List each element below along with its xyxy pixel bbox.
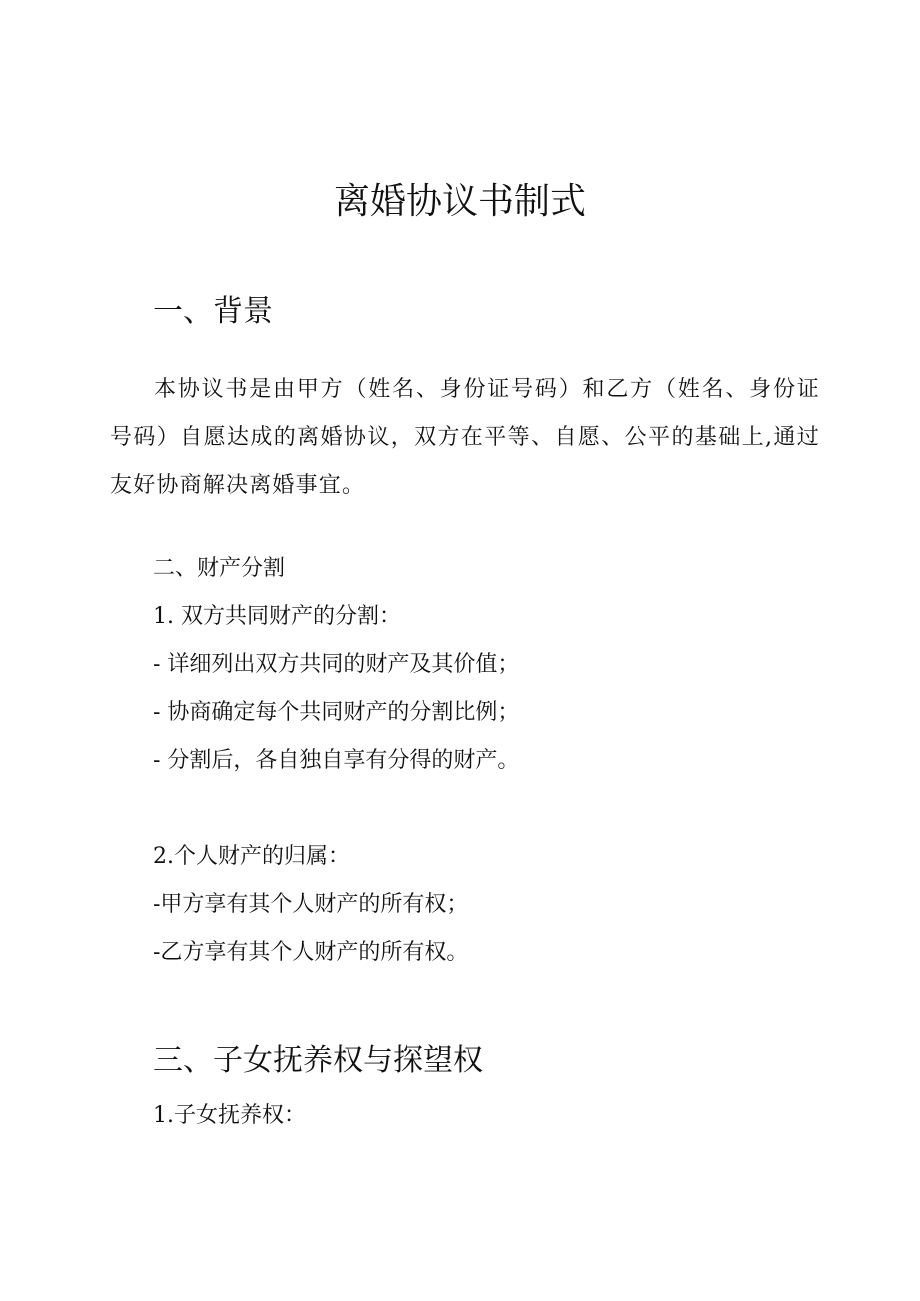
- section-1-heading: 一、背景: [153, 294, 273, 329]
- list-item: -乙方享有其个人财产的所有权。: [153, 940, 469, 965]
- section-3-heading: 三、子女抚养权与探望权: [153, 1043, 483, 1078]
- list-item: - 详细列出双方共同的财产及其价值；: [153, 652, 520, 677]
- list-item: -甲方享有其个人财产的所有权；: [153, 892, 469, 917]
- section-2-sub-1-heading: 1. 双方共同财产的分割：: [153, 604, 401, 629]
- document-title: 离婚协议书制式: [333, 181, 586, 222]
- section-2-heading: 二、财产分割: [153, 556, 286, 581]
- list-item: - 协商确定每个共同财产的分割比例；: [153, 700, 520, 725]
- section-3-sub-1-heading: 1.子女抚养权：: [153, 1103, 306, 1128]
- section-1-paragraph: 本协议书是由甲方（姓名、身份证号码）和乙方（姓名、身份证号码）自愿达成的离婚协议，双方在平等、自愿、公平的基础上,通过友好协商解决离婚事宜。: [110, 377, 820, 498]
- list-item: - 分割后，各自独自享有分得的财产。: [153, 748, 520, 773]
- section-2-sub-2-heading: 2.个人财产的归属：: [153, 844, 350, 869]
